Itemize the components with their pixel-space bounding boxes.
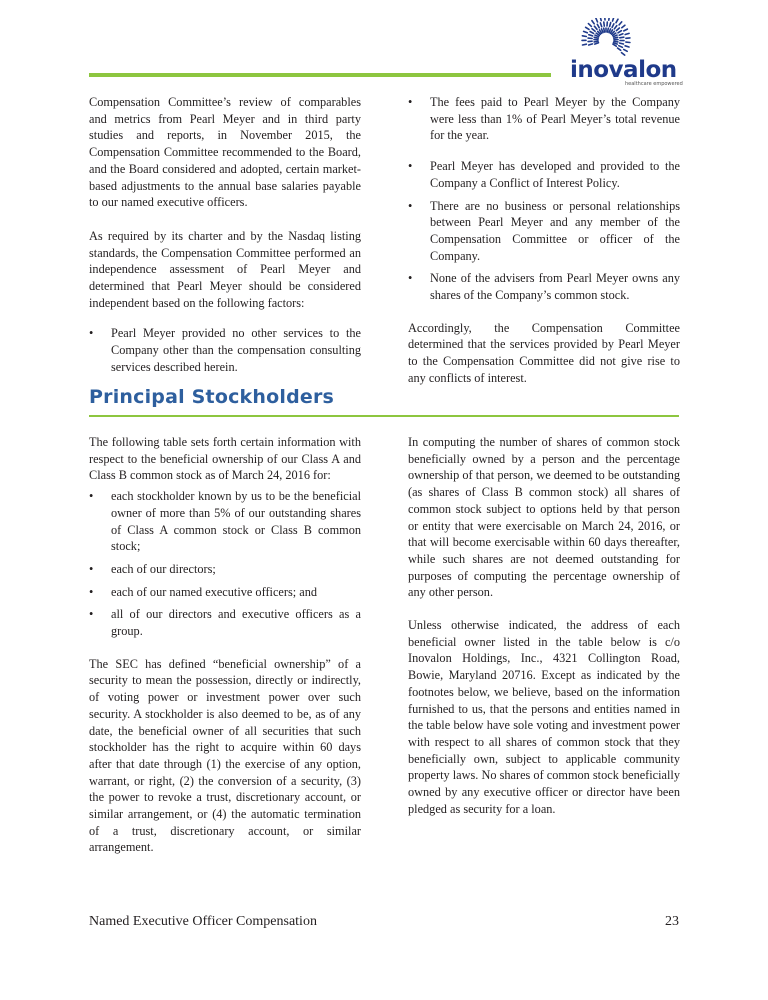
bullet-icon: •: [89, 584, 94, 599]
header-accent-bar: [89, 73, 551, 77]
list-item: • each of our directors;: [89, 561, 216, 576]
list-item: • The fees paid to Pearl Meyer by the Company were less than 1% of Pearl Meyer’s total revenue for the year.: [408, 95, 680, 143]
bullet-list: [89, 325, 361, 375]
top-right-column: [408, 94, 680, 387]
paragraph: In computing the number of shares of common stock beneficially owned by a person and the percentage ownership of that person, we deemed to be outstanding (as shares of Class B common stock) all shares of common stock subject to options held by that person or entity that were exercisable on March 24, 2016, or that will become exercisable within 60 days thereafter, while such shares are not deemed outstanding for purposes of computing the percentage ownership of any other person.: [408, 435, 680, 600]
bullet-icon: •: [408, 159, 413, 174]
bullet-icon: •: [89, 607, 94, 622]
bullet-icon: •: [408, 198, 413, 213]
section-title: Principal Stockholders: [89, 386, 335, 408]
paragraph: Accordingly, the Compensation Committee determined that the services provided by Pearl Meyer to the Compensation Committee did not give rise to any conflicts of interest.: [408, 320, 680, 385]
paragraph: As required by its charter and by the Nasdaq listing standards, the Compensation Committee performed an independence assessment of Pearl Meyer and determined that Pearl Meyer should be considered independent based on the following factors:: [89, 228, 361, 310]
list-item: • each stockholder known by us to be the beneficial owner of more than 5% of our outstanding shares of Class A common stock or Class B common stock;: [89, 489, 361, 554]
top-left-column: [89, 94, 361, 376]
section-rule: [89, 415, 679, 417]
page-number: 23: [665, 914, 679, 929]
paragraph: The following table sets forth certain information with respect to the beneficial ownership of our Class A and Class B common stock as of March 24, 2016 for:: [89, 435, 361, 483]
list-item: • Pearl Meyer provided no other services to the Company other than the compensation consulting services described herein.: [89, 326, 361, 374]
logo-tagline: healthcare empowered: [625, 81, 683, 87]
list-item: • None of the advisers from Pearl Meyer owns any shares of the Company’s common stock.: [408, 271, 680, 303]
list-item: • each of our named executive officers; and: [89, 584, 317, 599]
bullet-list: [89, 488, 361, 640]
bullet-icon: •: [89, 489, 94, 504]
logo-wordmark: inovalon: [570, 57, 677, 83]
logo-swirl-icon: [566, 18, 676, 62]
paragraph: The SEC has defined “beneficial ownership” of a security to mean the possession, directly or indirectly, of voting power or investment power over such security. A stockholder is also deemed to be, as of any date, the beneficial owner of all securities that such stockholder has the right to acquire within 60 days after that date through (1) the exercise of any option, warrant, or right, (2) the conversion of a security, (3) the power to revoke a trust, discretionary account, or similar arrangement, or (4) the automatic termination of a trust, discretionary account, or similar arrangement.: [89, 656, 361, 855]
bottom-left-column: [89, 434, 361, 856]
bullet-icon: •: [408, 271, 413, 286]
list-item: • Pearl Meyer has developed and provided to the Company a Conflict of Interest Policy.: [408, 159, 680, 190]
bullet-icon: •: [89, 561, 94, 576]
inovalon-logo: [566, 18, 683, 90]
bullet-icon: •: [89, 326, 94, 341]
bottom-right-column: [408, 434, 680, 817]
paragraph: Compensation Committee’s review of comparables and metrics from Pearl Meyer and in third party studies and reports, in November 2015, the Compensation Committee recommended to the Board, and the Board considered and adopted, certain market-based adjustments to the annual base salaries payable to our named executive officers.: [89, 95, 361, 210]
list-item: • all of our directors and executive officers as a group.: [89, 607, 361, 639]
list-item: • There are no business or personal relationships between Pearl Meyer and any member of the Compensation Committee or officer of the Company.: [408, 198, 680, 263]
paragraph: Unless otherwise indicated, the address of each beneficial owner listed in the table below is c/o Inovalon Holdings, Inc., 4321 Collington Road, Bowie, Maryland 20716. Except as indicated by the footnotes below, we believe, based on the information furnished to us, that the persons and entities named in the table below have sole voting and investment power with respect to all shares of common stock that they beneficially own, subject to applicable community property laws. No shares of common stock beneficially owned by any executive officer or director have been pledged as security for a loan.: [408, 618, 680, 816]
bullet-list: [408, 94, 680, 304]
footer-section-name: Named Executive Officer Compensation: [89, 914, 317, 929]
bullet-icon: •: [408, 95, 413, 109]
